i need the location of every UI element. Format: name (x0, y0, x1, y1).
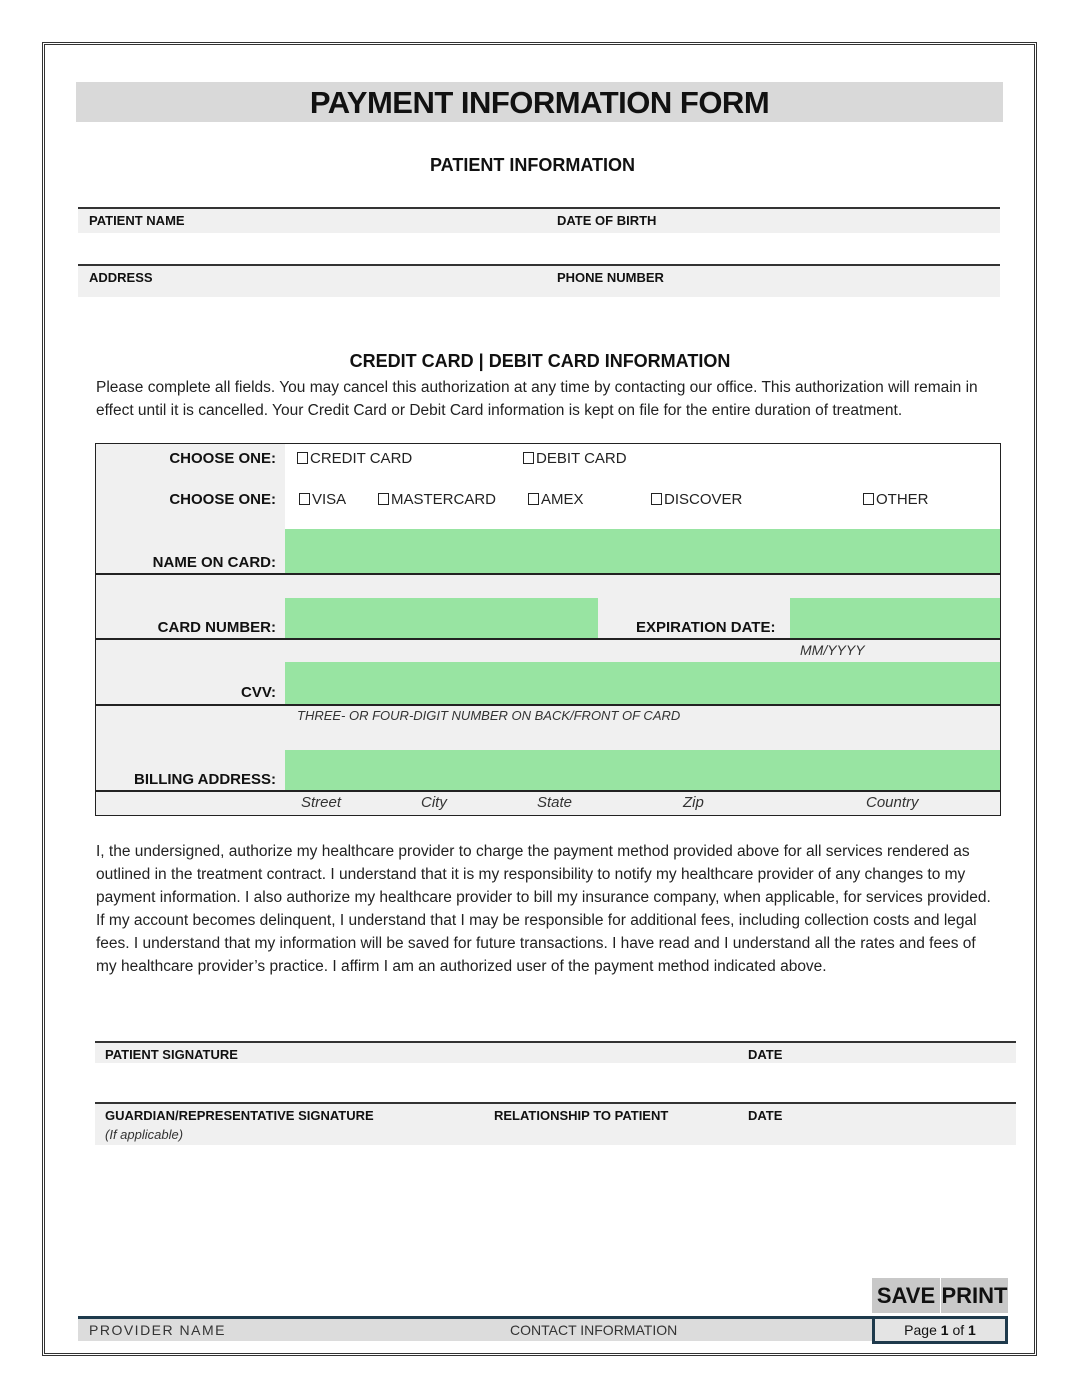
contact-information: CONTACT INFORMATION (510, 1322, 678, 1338)
cvv-hint: THREE- OR FOUR-DIGIT NUMBER ON BACK/FRONT OF CARD (297, 708, 681, 723)
name-on-card-input[interactable] (285, 529, 1000, 573)
address-label: ADDRESS (89, 270, 153, 285)
checkbox-mastercard[interactable]: MASTERCARD (378, 491, 496, 508)
checkbox-visa[interactable]: VISA (299, 491, 346, 508)
patient-signature-label: PATIENT SIGNATURE (105, 1047, 238, 1062)
checkbox-debit-card[interactable]: DEBIT CARD (523, 450, 627, 467)
billing-zip: Zip (683, 794, 704, 811)
cvv-input[interactable] (285, 662, 1000, 704)
guardian-date-label: DATE (748, 1108, 783, 1123)
card-intro: Please complete all fields. You may cancel this authorization at any time by contacting our office. This authorization will remain in effect until it is cancelled. Your Credit Card or Debit Card information is kept on file for the entire duration of treatment. (96, 379, 978, 419)
billing-state: State (537, 794, 573, 811)
checkbox-discover[interactable]: DISCOVER (651, 491, 742, 508)
guardian-signature-label: GUARDIAN/REPRESENTATIVE SIGNATURE (105, 1108, 374, 1123)
footer-bar (78, 1316, 1008, 1341)
provider-name: PROVIDER NAME (89, 1322, 226, 1338)
authorization-text: I, the undersigned, authorize my healthcare provider to charge the payment method provided above for all services rendered as outlined in the treatment contract. I understand that it is my responsibility to notify my healthcare provider of any changes to my payment information. I also authorize my healthcare provider to bill my insurance company, when applicable, for services provided. If my account becomes delinquent, I understand that I may be responsible for additional fees, including collection costs and legal fees. I understand that my information will be saved for future transactions. I have read and I understand all the rates and fees of my healthcare provider’s practice. I affirm I am an authorized user of the payment method indicated above. (96, 843, 991, 975)
billing-street: Street (301, 794, 342, 811)
guardian-signature-row[interactable] (95, 1102, 1016, 1145)
card-info-heading: CREDIT CARD | DEBIT CARD INFORMATION (349, 351, 731, 371)
name-on-card-label: NAME ON CARD: (152, 554, 276, 571)
billing-address-input[interactable] (285, 750, 1000, 790)
billing-city: City (421, 794, 447, 811)
billing-country: Country (866, 794, 919, 811)
card-number-label: CARD NUMBER: (157, 619, 276, 636)
address-row[interactable] (78, 264, 1000, 297)
form-title: PAYMENT INFORMATION FORM (76, 82, 1003, 122)
phone-label: PHONE NUMBER (557, 270, 664, 285)
expiration-hint: MM/YYYY (800, 642, 865, 658)
if-applicable-note: (If applicable) (105, 1127, 184, 1142)
cvv-label: CVV: (240, 684, 276, 701)
save-button[interactable]: SAVE (872, 1278, 940, 1313)
checkbox-other[interactable]: OTHER (863, 491, 929, 508)
billing-address-label: BILLING ADDRESS: (134, 771, 276, 788)
page-indicator: Page 1 of 1 (872, 1316, 1008, 1344)
choose-type-label: CHOOSE ONE: (169, 450, 276, 467)
patient-name-row[interactable] (78, 207, 1000, 233)
dob-label: DATE OF BIRTH (557, 213, 657, 228)
checkbox-credit-card[interactable]: CREDIT CARD (297, 450, 412, 467)
expiration-input[interactable] (790, 598, 1000, 638)
patient-signature-row[interactable] (95, 1041, 1016, 1063)
card-number-input[interactable] (285, 598, 598, 638)
date-label: DATE (748, 1047, 783, 1062)
expiration-label: EXPIRATION DATE: (636, 619, 776, 636)
checkbox-amex[interactable]: AMEX (528, 491, 584, 508)
choose-brand-label: CHOOSE ONE: (169, 491, 276, 508)
patient-info-heading: PATIENT INFORMATION (430, 155, 635, 175)
relationship-label: RELATIONSHIP TO PATIENT (494, 1108, 669, 1123)
patient-name-label: PATIENT NAME (89, 213, 185, 228)
card-table (95, 443, 1001, 816)
print-button[interactable]: PRINT (941, 1278, 1008, 1313)
